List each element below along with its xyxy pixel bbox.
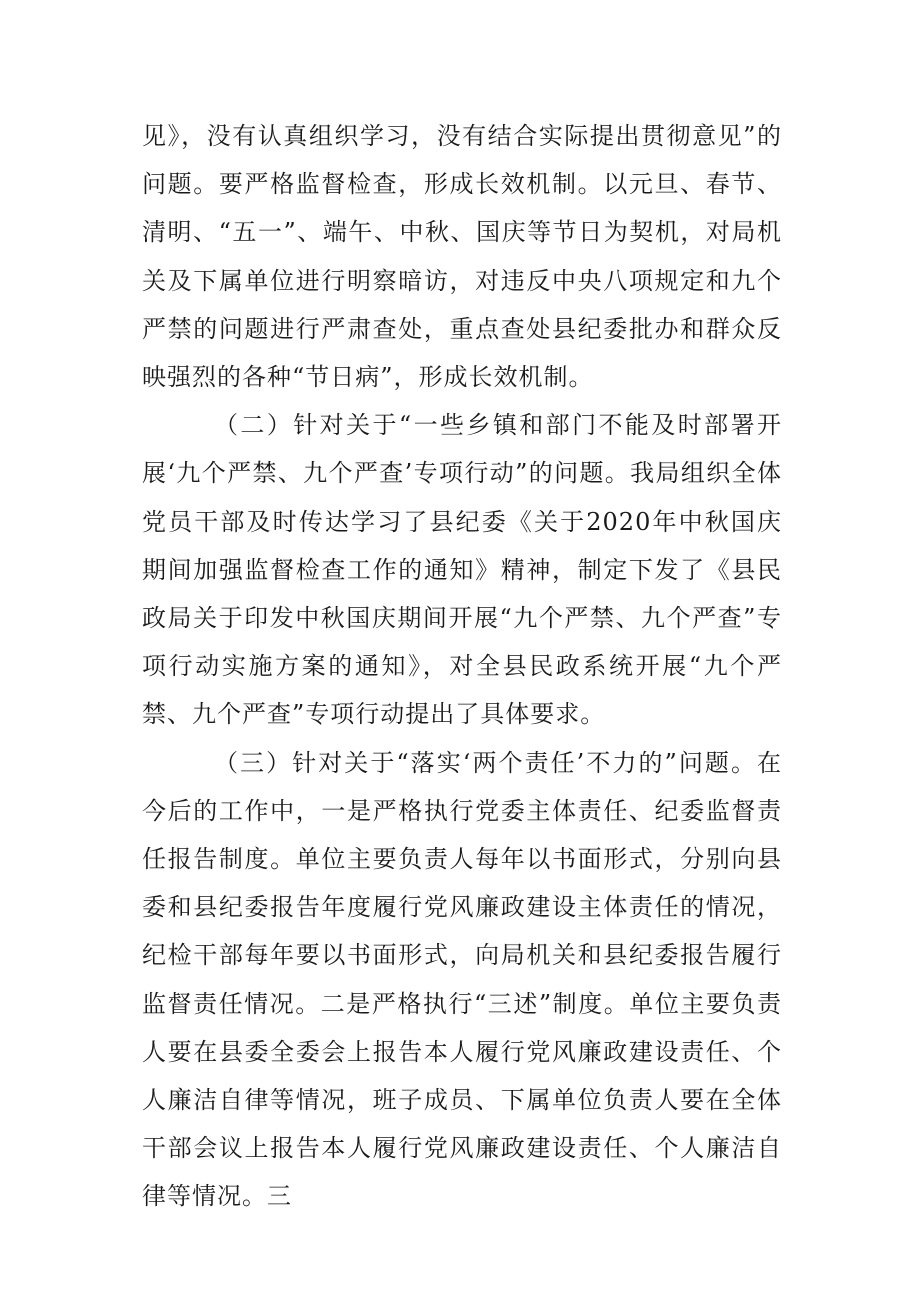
paragraph-continued: 见》，没有认真组织学习，没有结合实际提出贯彻意见”的问题。要严格监督检查，形成长效机制。以元旦、春节、清明、“五一”、端午、中秋、国庆等节日为契机，对局机关及下属单位进行明察暗访，对违反中央八项规定和九个严禁的问题进行严肃查处，重点查处县纪委批办和群众反映强烈的各种“节日病”，形成长效机制。 xyxy=(142,122,782,392)
paragraph-item-2: （二）针对关于“一些乡镇和部门不能及时部署开展‘九个严禁、九个严查’专项行动”的问题。我局组织全体党员干部及时传达学习了县纪委《关于2020年中秋国庆期间加强监督检查工作的通知》精神，制定下发了《县民政局关于印发中秋国庆期间开展“九个严禁、九个严查”专项行动实施方案的通知》，对全县民政系统开展“九个严禁、九个严查”专项行动提出了具体要求。 xyxy=(142,411,782,729)
document-body xyxy=(142,112,782,1221)
paragraph-item-3: （三）针对关于“落实‘两个责任’不力的”问题。在今后的工作中，一是严格执行党委主体责任、纪委监督责任报告制度。单位主要负责人每年以书面形式，分别向县委和县纪委报告年度履行党风廉政建设主体责任的情况，纪检干部每年要以书面形式，向局机关和县纪委报告履行监督责任情况。二是严格执行“三述”制度。单位主要负责人要在县委全委会上报告本人履行党风廉政建设责任、个人廉洁自律等情况，班子成员、下属单位负责人要在全体干部会议上报告本人履行党风廉政建设责任、个人廉洁自律等情况。三 xyxy=(142,748,782,1211)
